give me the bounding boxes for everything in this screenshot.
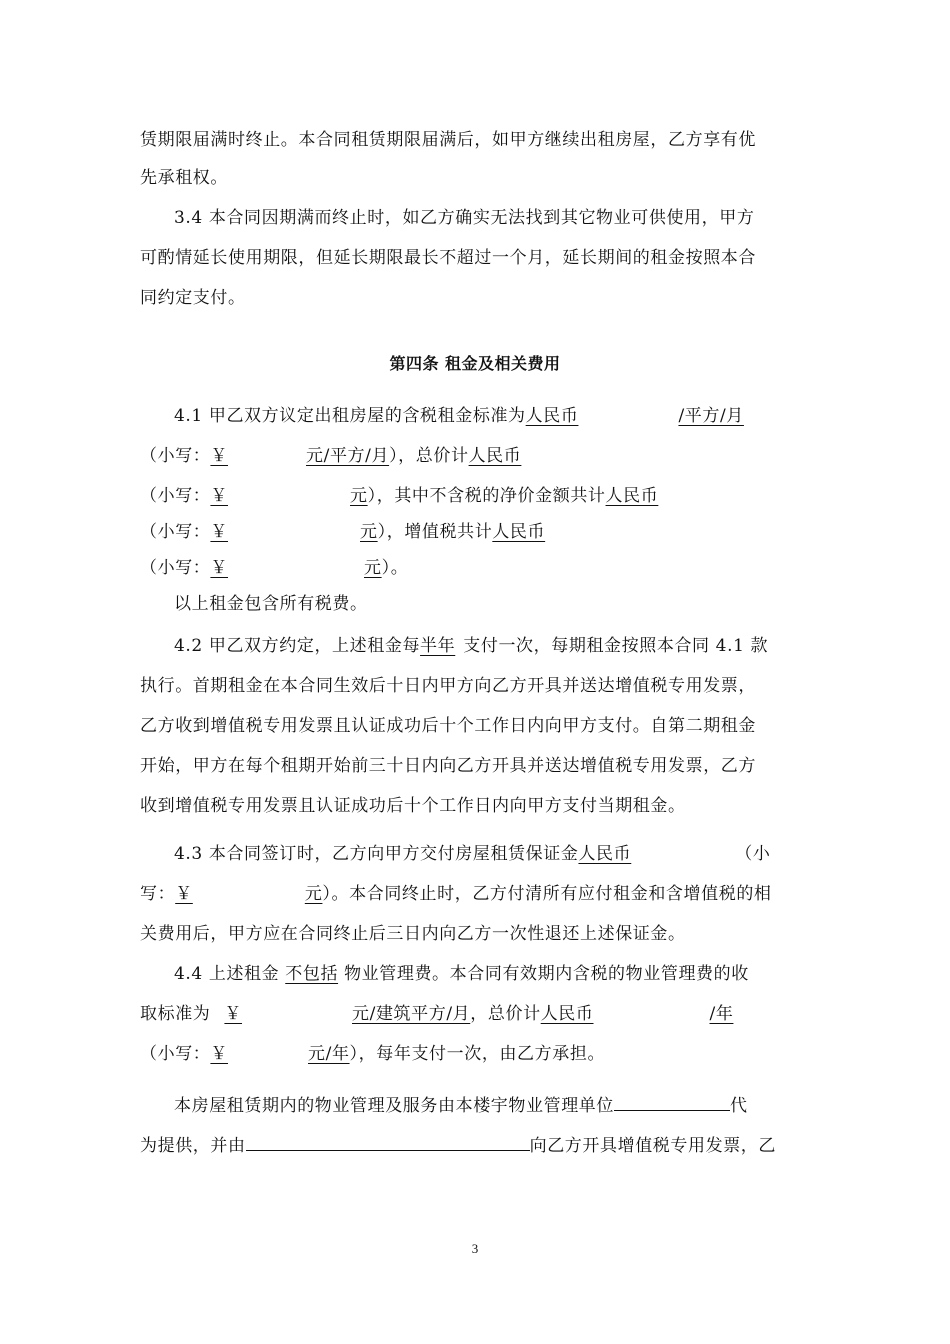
para-4-3-line-1 <box>174 842 810 866</box>
unit-label: 元 <box>304 884 323 904</box>
text: ），增值税共计 <box>377 522 493 542</box>
text: ），总价计 <box>389 446 469 466</box>
deposit-field <box>578 844 723 864</box>
total-amount-field <box>210 486 367 506</box>
yuan-sign: ￥ <box>210 1044 229 1064</box>
text: （小写： <box>140 558 211 578</box>
text: ）。 <box>381 558 409 578</box>
invoice-issuer-blank <box>246 1132 530 1151</box>
para-pm-line-2 <box>140 1132 810 1156</box>
text: （小写： <box>140 486 211 506</box>
payment-period-field: 半年 <box>420 636 456 656</box>
para-4-1-line-6: 以上租金包含所有税费。 <box>174 594 368 614</box>
net-price-field <box>606 486 775 506</box>
para-4-1-line-1 <box>174 404 810 428</box>
text: 物业管理费。本合同有效期内含税的物业管理费的收 <box>344 964 749 984</box>
text: ，总价计 <box>470 1004 541 1024</box>
para-3-4-line-3: 同约定支付。 <box>140 288 246 308</box>
unit-label: 元/平方/月 <box>306 446 390 466</box>
page-number: 3 <box>471 1241 479 1256</box>
vat-amount-field <box>210 558 381 578</box>
para-4-2-line-1 <box>174 634 810 658</box>
yuan-sign: ￥ <box>224 1004 243 1024</box>
para-3-3-line-1: 赁期限届满时终止。本合同租赁期限届满后，如甲方继续出租房屋，乙方享有优 <box>140 130 756 150</box>
para-4-4-line-3 <box>140 1042 810 1066</box>
yuan-sign: ￥ <box>210 558 229 578</box>
para-4-3-line-2 <box>140 882 810 906</box>
rent-rate-amount-field <box>210 446 389 466</box>
yuan-sign: ￥ <box>210 446 229 466</box>
text: 为提供，并由 <box>140 1136 246 1156</box>
deposit-amount-field <box>175 884 322 904</box>
text: ）。本合同终止时，乙方付清所有应付租金和含增值税的相 <box>322 884 772 904</box>
para-4-2-line-5: 收到增值税专用发票且认证成功后十个工作日内向甲方支付当期租金。 <box>140 796 686 816</box>
currency-label: 人民币 <box>578 844 632 864</box>
para-4-2-line-2: 执行。首期租金在本合同生效后十日内甲方向乙方开具并送达增值税专用发票， <box>140 676 756 696</box>
currency-label: 人民币 <box>540 1004 594 1024</box>
para-4-4-line-1 <box>174 962 810 986</box>
yuan-sign: ￥ <box>175 884 193 904</box>
text: 4.4 上述租金 <box>174 964 280 984</box>
text: ），其中不含税的净价金额共计 <box>367 486 606 506</box>
pm-fee-inclusion-field <box>279 964 344 984</box>
unit-label: /年 <box>709 1004 734 1024</box>
pm-company-blank <box>614 1092 730 1111</box>
currency-label: 人民币 <box>492 522 546 542</box>
para-3-4-line-2: 可酌情延长使用期限，但延长期限最长不超过一个月，延长期间的租金按照本合 <box>140 248 756 268</box>
text: （小 <box>735 844 771 864</box>
unit-label: 元/年 <box>308 1044 350 1064</box>
unit-label: 元 <box>350 486 368 506</box>
unit-label: /平方/月 <box>678 406 744 426</box>
pm-fee-rate-field <box>210 1004 470 1024</box>
text: 向乙方开具增值税专用发票，乙 <box>529 1136 777 1156</box>
para-4-2-line-3: 乙方收到增值税专用发票且认证成功后十个工作日内向甲方支付。自第二期租金 <box>140 716 756 736</box>
text: 支付一次，每期租金按照本合同 4.1 款 <box>463 636 769 656</box>
pm-fee-amount-field <box>210 1044 349 1064</box>
total-price-field <box>469 446 772 466</box>
para-4-4-line-2 <box>140 1002 810 1026</box>
text: 取标准为 <box>140 1004 211 1024</box>
text: （小写： <box>140 446 211 466</box>
text: 本房屋租赁期内的物业管理及服务由本楼宇物业管理单位 <box>174 1096 614 1116</box>
yuan-sign: ￥ <box>210 486 229 506</box>
net-amount-field <box>210 522 377 542</box>
text: 写： <box>140 884 176 904</box>
para-3-3-line-2: 先承租权。 <box>140 168 228 188</box>
para-4-1-line-4 <box>140 520 810 544</box>
unit-label: 元 <box>364 558 382 578</box>
para-4-3-line-3: 关费用后，甲方应在合同终止后三日内向乙方一次性退还上述保证金。 <box>140 924 686 944</box>
unit-label: 元 <box>360 522 378 542</box>
para-4-1-line-5 <box>140 556 810 580</box>
currency-label: 人民币 <box>605 486 659 506</box>
para-3-4-line-1: 3.4 本合同因期满而终止时，如乙方确实无法找到其它物业可供使用，甲方 <box>174 208 755 228</box>
para-4-2-line-4: 开始，甲方在每个租期开始前三十日内向乙方开具并送达增值税专用发票，乙方 <box>140 756 756 776</box>
currency-label: 人民币 <box>525 406 579 426</box>
yuan-sign: ￥ <box>210 522 229 542</box>
text: 4.2 甲乙双方约定，上述租金每 <box>174 636 421 656</box>
text: （小写： <box>140 1044 211 1064</box>
currency-label: 人民币 <box>468 446 522 466</box>
article-4-heading: 第四条 租金及相关费用 <box>389 354 561 373</box>
text: 4.1 甲乙双方议定出租房屋的含税租金标准为 <box>174 406 526 426</box>
text: ），每年支付一次，由乙方承担。 <box>349 1044 606 1064</box>
inclusion-value: 不包括 <box>285 964 339 984</box>
text: 代 <box>730 1096 748 1116</box>
para-4-1-line-3 <box>140 484 810 508</box>
rent-rate-field <box>526 406 744 426</box>
text: （小写： <box>140 522 211 542</box>
unit-label: 元/建筑平方/月 <box>352 1004 471 1024</box>
vat-total-field <box>492 522 771 542</box>
para-pm-line-1 <box>174 1092 810 1116</box>
text: 4.3 本合同签订时，乙方向甲方交付房屋租赁保证金 <box>174 844 579 864</box>
pm-fee-total-field <box>541 1004 734 1024</box>
para-4-1-line-2 <box>140 444 810 468</box>
